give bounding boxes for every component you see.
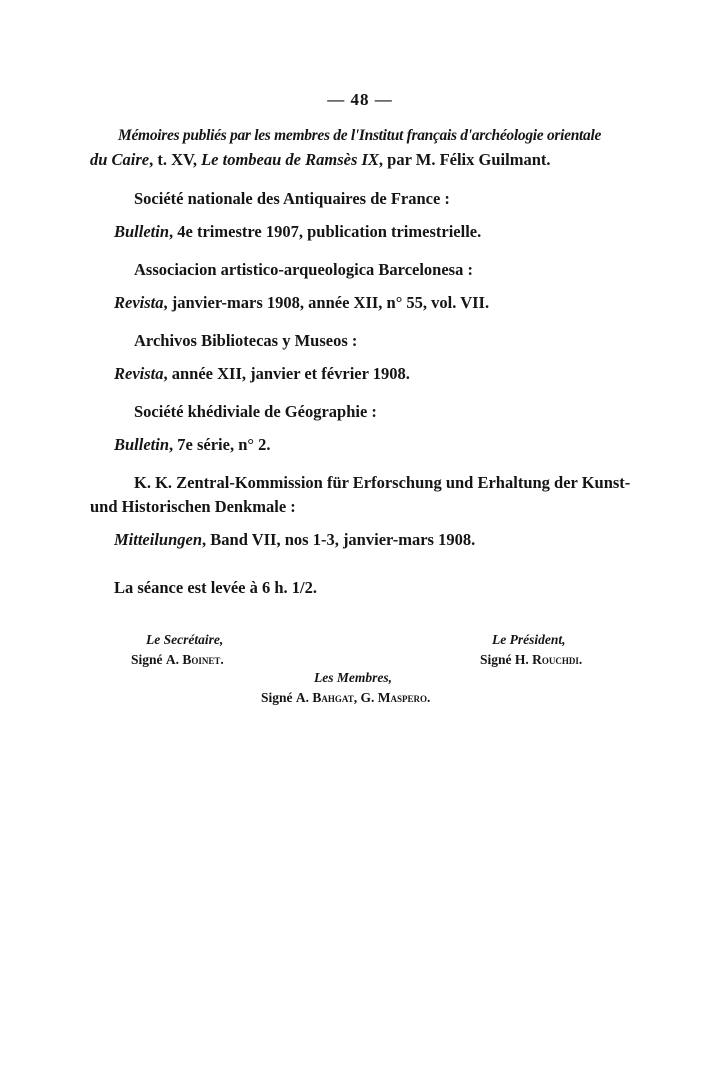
- society-barcelonesa: Associacion artistico-arqueologica Barcelonesa :: [134, 260, 473, 279]
- publication-title: Bulletin: [114, 222, 170, 241]
- society-zentral-kommission-line2: und Historischen Denkmale :: [90, 497, 296, 516]
- memoires-title-end: du Caire: [90, 150, 150, 169]
- memoires-author: , par M. Félix Guilmant.: [378, 150, 551, 169]
- society-antiquaires: Société nationale des Antiquaires de France :: [134, 189, 450, 208]
- publication-details: , 7e série, n° 2.: [169, 435, 271, 454]
- publication-details: , Band VII, nos 1-3, janvier-mars 1908.: [202, 530, 476, 549]
- publication-barcelonesa: [114, 293, 489, 313]
- closing-statement: La séance est levée à 6 h. 1/2.: [114, 578, 318, 597]
- publication-title: Revista: [114, 293, 164, 312]
- publication-title: Mitteilungen: [114, 530, 203, 549]
- publication-archivos: [114, 364, 410, 384]
- secretary-signature: [131, 652, 224, 668]
- memoires-volume: , t. XV,: [149, 150, 202, 169]
- publication-details: , année XII, janvier et février 1908.: [163, 364, 410, 383]
- members-names: A. Bahgat, G. Maspero.: [295, 690, 431, 705]
- publication-title: Revista: [114, 364, 164, 383]
- memoires-title-line: Mémoires publiés par les membres de l'Institut français d'archéologie orientale: [118, 127, 602, 144]
- publication-geographie: [114, 435, 270, 455]
- society-archivos: Archivos Bibliotecas y Museos :: [134, 331, 358, 350]
- society-zentral-kommission-line1: K. K. Zentral-Kommission für Erforschung und Erhaltung der Kunst-: [134, 473, 631, 492]
- memoires-details-line: [90, 150, 551, 170]
- secretary-name: A. Boinet.: [165, 652, 224, 667]
- signed-label: Signé: [480, 652, 515, 667]
- members-role: Les Membres,: [314, 670, 392, 685]
- signed-label: Signé: [261, 690, 296, 705]
- president-name: H. Rouchdi.: [514, 652, 583, 667]
- publication-zentral-kommission: [114, 530, 475, 550]
- publication-antiquaires: [114, 222, 481, 242]
- memoires-work-title: Le tombeau de Ramsès IX: [201, 150, 379, 169]
- society-geographie: Société khédiviale de Géographie :: [134, 402, 377, 421]
- publication-details: , janvier-mars 1908, année XII, n° 55, vol. VII.: [163, 293, 490, 312]
- signed-label: Signé: [131, 652, 166, 667]
- publication-details: , 4e trimestre 1907, publication trimestrielle.: [169, 222, 482, 241]
- president-signature: [480, 652, 582, 668]
- secretary-role: Le Secrétaire,: [146, 632, 224, 647]
- publication-title: Bulletin: [114, 435, 170, 454]
- members-signature: [261, 690, 430, 706]
- page-number: — 48 —: [327, 90, 393, 109]
- president-role: Le Président,: [492, 632, 566, 647]
